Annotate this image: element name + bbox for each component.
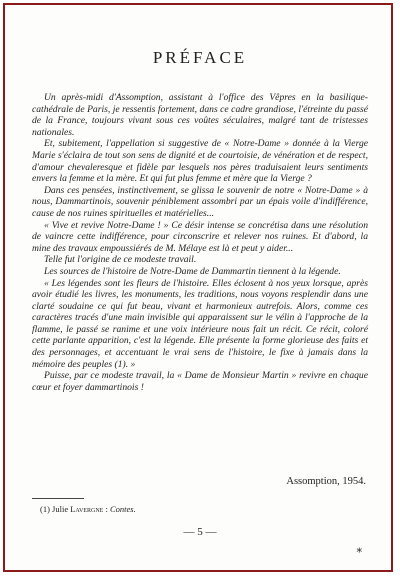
- paragraph: Puisse, par ce modeste travail, la « Dame de Monsieur Martin » revivre en chaque cœur et foyer dammartinois !: [32, 370, 368, 393]
- signature-date: Assomption, 1954.: [286, 476, 366, 487]
- paragraph: Dans ces pensées, instinctivement, se glissa le souvenir de notre « Notre-Dame » à nous, Dammartinois, souvenir péniblement assombri par un épais voile d'indifférence, cause de nos ruines spirituelles et matérielles...: [32, 184, 368, 219]
- asterisk-mark: *: [356, 546, 362, 559]
- footnote-marker: (1): [40, 504, 50, 514]
- page-number: — 5 —: [183, 526, 217, 538]
- footnote-work: Contes.: [109, 504, 136, 514]
- footnote-separator: :: [103, 504, 110, 514]
- paragraph: « Les légendes sont les fleurs de l'histoire. Elles éclosent à nos yeux lorsque, après avoir étudié les livres, les monuments, les traditions, nous voyons resplendir dans une clarté soudaine ce qui fut beau, vivant et harmonieux autrefois. Alors, comme ces caractères tracés d'une main invisible qui apparaissent sur le vélin à l'approche de la flamme, le passé se ranime et une voix intérieure nous fait un récit. Ce récit, coloré cette parlante apparition, c'est la légende. Elle présente la forme glorieuse des faits et des personnages, et accentuant le vrai sens de l'histoire, le fixe à jamais dans la mémoire des peuples (1). »: [32, 277, 368, 370]
- paragraph: Telle fut l'origine de ce modeste travail.: [44, 254, 197, 266]
- footnote-rule: [32, 498, 84, 499]
- paragraph: Et, subitement, l'appellation si suggestive de « Notre-Dame » donnée à la Vierge Marie s'éclaira de tout son sens de dignité et de courtoisie, de vénération et de respect, d'amour chevaleresque et fidèle par lesquels nos pères traduisaient leurs sentiments envers la femme et la mère. Et qui fut plus femme et mère que la Vierge ?: [32, 138, 368, 185]
- preface-body: [32, 92, 368, 393]
- footnote-author-last: Lavergne: [70, 504, 104, 514]
- footnote: [40, 504, 136, 514]
- paragraph: Un après-midi d'Assomption, assistant à l'office des Vêpres en la basilique-cathédrale de Paris, je ressentis fortement, dans ce cadre grandiose, l'étreinte du passé de la France, toujours vivant sous ces voûtes séculaires, malgré tant de tristesses nationales.: [32, 92, 368, 138]
- paragraph: Les sources de l'histoire de Notre-Dame de Dammartin tiennent à la légende.: [44, 265, 341, 277]
- paragraph: « Vive et revive Notre-Dame ! » Ce désir intense se concrétisa dans une résolution de vaincre cette indifférence, pour circonscrire et relever nos ruines. Et d'abord, la mine des travaux empoussiérés de M. Mélaye est là et peut y aider...: [32, 219, 368, 254]
- page-title: PRÉFACE: [152, 48, 248, 67]
- footnote-author-first: Julie: [52, 504, 69, 514]
